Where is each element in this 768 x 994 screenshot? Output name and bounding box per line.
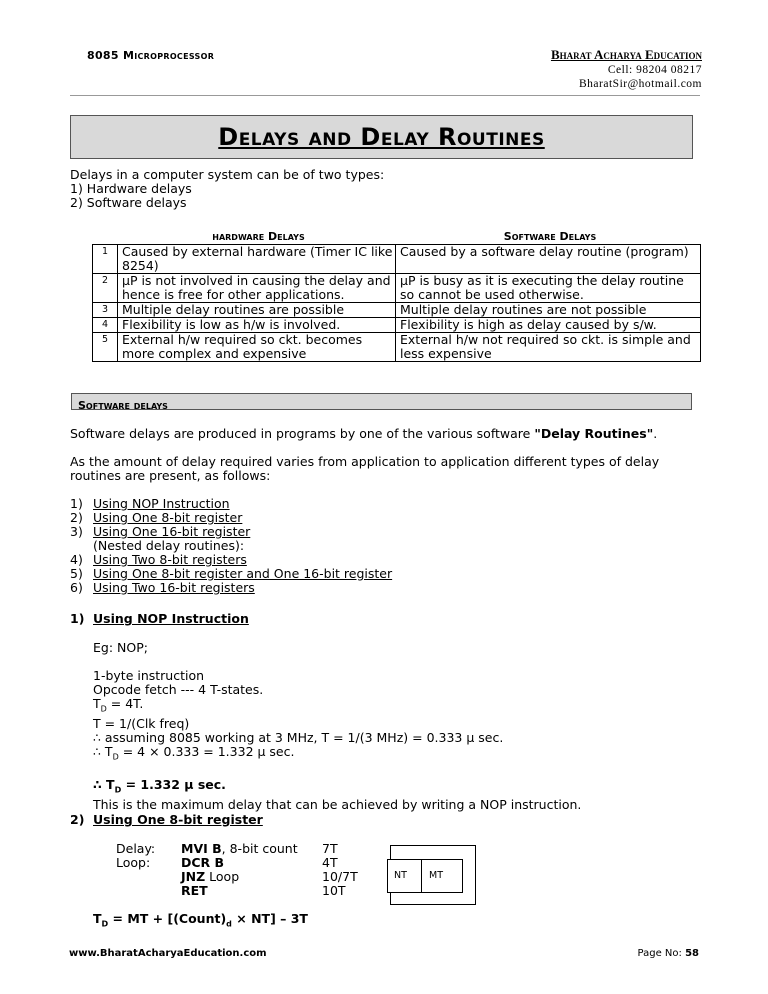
list-item: (Nested delay routines): [93,538,245,553]
code-line: Loop: DCR B 4T [116,855,338,870]
s1-assume: ∴ assuming 8085 working at 3 MHz, T = 1/(3 MHz) = 0.333 μ sec. [93,729,504,745]
mt-label: MT [429,870,443,881]
list-item: 4) Using Two 8-bit registers [70,552,247,567]
s1-line: Opcode fetch --- 4 T-states. [93,682,264,697]
row-number: 2 [93,274,118,303]
section-title: Software delays [78,399,168,412]
page-title: Delays and Delay Routines [218,123,545,151]
row-number: 1 [93,245,118,274]
list-item: 3) Using One 16-bit register [70,524,251,539]
code-line: JNZ Loop 10/7T [181,869,358,884]
table-row [93,318,701,333]
para1-bold: "Delay Routines" [534,426,654,441]
list-item: 6) Using Two 16-bit registers [70,580,255,595]
table-row [93,333,701,362]
header-subject: 8085 Microprocessor [87,49,215,62]
para1-end: . [653,426,658,441]
intro [70,168,384,210]
s1-note: This is the maximum delay that can be achieved by writing a NOP instruction. [93,796,582,812]
table-row [93,274,701,303]
hw-cell: External h/w required so ckt. becomes more complex and expensive [118,333,396,362]
s1-example: Eg: NOP; [93,640,148,655]
sw-cell: External h/w not required so ckt. is simple and less expensive [396,333,701,362]
code-line: RET 10T [181,883,346,898]
td-formula: $T_D$ = MT + $[(Count)_d \times NT] - 3T$ [93,911,308,929]
intro-item: 1) Hardware delays [70,181,192,196]
loop-bracket-diagram [390,845,476,905]
section-2-heading: 2) Using One 8-bit register [70,812,263,827]
s1-line: 1-byte instruction [93,668,205,683]
row-number: 4 [93,318,118,333]
header-brand-block [551,47,702,91]
col-header-software: Software Delays [503,230,597,243]
list-item: 2) Using One 8-bit register [70,510,243,525]
page-title-box [70,115,693,159]
list-item: 5) Using One 8-bit register and One 16-bit register [70,566,393,581]
delay-comparison-table [92,230,701,362]
cell-number: Cell: 98204 08217 [607,64,702,76]
s1-td-line: $T_D = 4T$. [93,696,144,714]
hw-cell: Flexibility is low as h/w is involved. [118,318,396,333]
sw-cell: Multiple delay routines are not possible [396,303,701,318]
brand-name: Bharat Acharya Education [550,47,702,62]
list-item: 1) Using NOP Instruction [70,496,230,511]
section-1-body [93,641,693,812]
intro-line: Delays in a computer system can be of two types: [70,167,385,182]
row-number: 5 [93,333,118,362]
footer-website: www.BharatAcharyaEducation.com [69,948,267,959]
header-rule [70,95,700,96]
nt-mt-box [387,859,463,893]
table-row [93,245,701,274]
email: BharatSir@hotmail.com [579,78,702,90]
sw-cell: μP is busy as it is executing the delay routine so cannot be used otherwise. [396,274,701,303]
col-header-hardware: hardware Delays [212,230,305,243]
s1-td-calc: ∴ $T_D = 4 \times 0.333 = 1.332$ μ sec. [93,743,295,761]
s1-t-line: T = 1/(Clk freq) [93,715,190,731]
sw-cell: Caused by a software delay routine (program) [396,245,701,274]
hw-cell: Multiple delay routines are possible [118,303,396,318]
table-row [93,303,701,318]
para1-text: Software delays are produced in programs by one of the various software [70,426,535,441]
row-number: 3 [93,303,118,318]
paragraph-2: As the amount of delay required varies from application to application different types of delay routines are present, as follows: [70,454,660,483]
code-listing [116,842,358,898]
s1-result: ∴ $T_D = 1.332$ μ sec. [93,777,226,795]
footer-page: Page No: 58 [637,948,699,959]
methods-list [70,497,392,595]
paragraph-1 [70,427,700,441]
section-header-software-delays [71,393,692,410]
code-line: Delay: MVI B, 8-bit count 7T [116,841,338,856]
hw-cell: Caused by external hardware (Timer IC like 8254) [118,245,396,274]
nt-label: NT [394,870,407,881]
section-1-heading: 1) Using NOP Instruction [70,611,249,626]
hw-cell: μP is not involved in causing the delay and hence is free for other applications. [118,274,396,303]
sw-cell: Flexibility is high as delay caused by s/w. [396,318,701,333]
intro-item: 2) Software delays [70,195,187,210]
